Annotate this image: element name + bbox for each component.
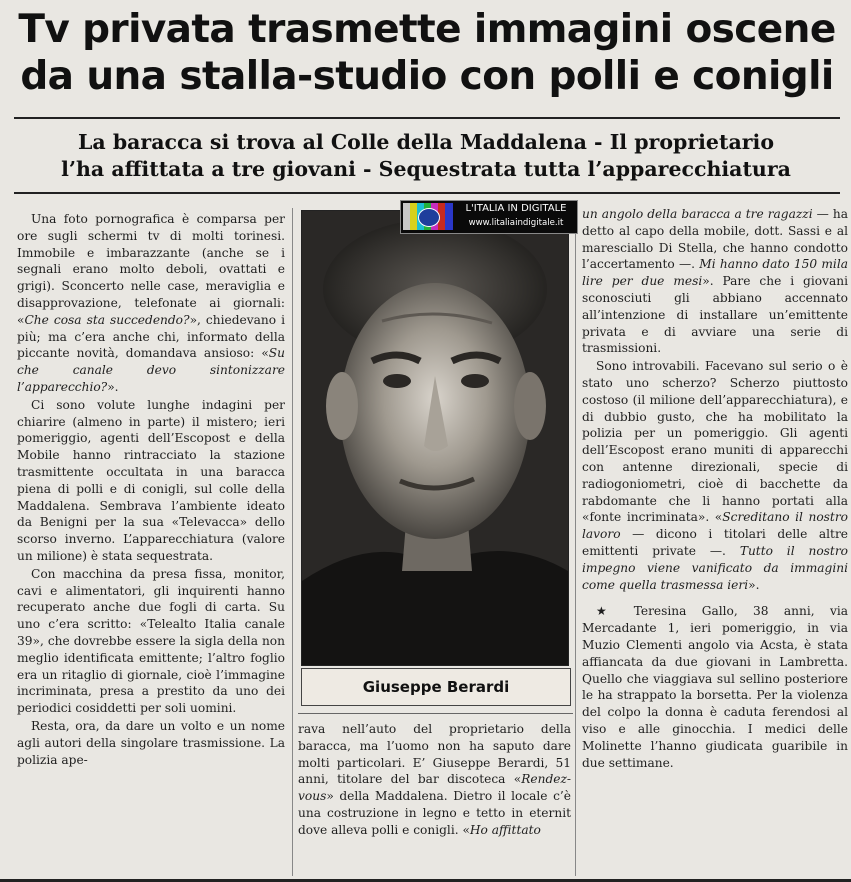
watermark-url: www.litaliaindigitale.it bbox=[468, 218, 564, 228]
col3-p2-text-a: Sono introvabili. Facevano sul serio o è stato uno scherzo? Scherzo piuttosto costoso (il milione dell’apparecchiatura), e di dubbio gusto, che ha mobilitato la polizia per un pomeriggio. Gli agenti dell’Escopost erano muniti di apparecchi con antenne direzionali, specie di radiogoniometri, cioè di bacchette da rabdomante che li hanno portati alla «fonte incriminata». « bbox=[582, 359, 848, 525]
col3-p1-text-a: — ha detto al capo della mobile, dott. Sassi e al maresciallo Di Stella, che hanno condotto l’accertamento —. bbox=[582, 207, 848, 272]
litalia-in-digitale-watermark bbox=[400, 200, 578, 234]
col1-paragraph-1 bbox=[17, 211, 285, 396]
subheadline bbox=[20, 129, 832, 183]
col2-paragraph bbox=[298, 721, 571, 839]
headline-line-2: da una stalla-studio con polli e conigli bbox=[20, 54, 834, 99]
col3-p2-quote-1: Screditano il nostro lavoro bbox=[582, 510, 848, 542]
col2-text-b: » della Maddalena. Dietro il locale c’è una costruzione in legno e tetto in eternit dove alleva polli e conigli. « bbox=[298, 789, 571, 837]
col2-quote-2: Ho affittato bbox=[469, 822, 541, 837]
col1-paragraph-4: Resta, ora, da dare un volto e un nome agli autori della singolare trasmissione. La polizia ape- bbox=[17, 718, 285, 767]
test-card-logo-icon bbox=[403, 203, 453, 230]
col1-p1-quote-1: Che cosa sta succedendo? bbox=[24, 312, 190, 327]
col3-paragraph-1 bbox=[582, 206, 848, 357]
photo-caption: Giuseppe Berardi bbox=[301, 668, 571, 706]
col1-paragraph-2: Ci sono volute lunghe indagini per chiarire (almeno in parte) il mistero; ieri pomeriggio, agenti dell’Escopost e della Mobile hanno rintracciato la stazione trasmittente occultata in una baracca piena di polli e di conigli, sul colle della Maddalena. Sembrava l’ambiente ideato da Benigni per la sua «Televacca» dello scorso inverno. L’apparecchiatura (valore un milione) è stata sequestrata. bbox=[17, 397, 285, 563]
headline bbox=[14, 6, 840, 100]
col3-paragraph-3: ★ Teresina Gallo, 38 anni, via Mercadante 1, ieri pomeriggio, in via Muzio Clementi angolo via Acsta, è stata affiancata da due giovani in Lambretta. Quello che viaggiava sul sellino posteriore le ha strappato la borsetta. Per la violenza del colpo la donna è caduta ferendosi al viso e alle ginocchia. I medici delle Molinette l’hanno giudicata guaribile in due settimane. bbox=[582, 604, 848, 770]
article-column-1 bbox=[17, 211, 285, 879]
col2-quote-1: Rendez-vous bbox=[298, 772, 571, 804]
col3-p1-quote-1: un angolo della baracca a tre ragazzi bbox=[582, 207, 813, 221]
col3-p1-quote-2: Mi hanno dato 150 mila lire per due mesi bbox=[582, 257, 848, 289]
article-column-3 bbox=[582, 206, 848, 876]
portrait-image bbox=[302, 211, 568, 665]
subhead-rule bbox=[14, 192, 840, 194]
col1-paragraph-3: Con macchina da presa fissa, monitor, cavi e alimentatori, gli inquirenti hanno recuperato anche due fogli di carta. Su uno c’era scritto: «Telealto Italia canale 39», che dovrebbe essere la sigla della non meglio identificata emittente; l’altro foglio era un ritaglio di giornale, cioè l’immagine incriminata, presa a prestito da uno dei periodici cosiddetti per soli uomini. bbox=[17, 566, 285, 716]
col1-p1-quote-2: Su che canale devo sintonizzare l’apparecchio? bbox=[17, 346, 285, 394]
headline-rule bbox=[14, 117, 840, 119]
col1-p1-text-b: », chiedevano i più; ma c’era anche chi, informato della piccante novità, domandava ansioso: « bbox=[17, 312, 285, 361]
col1-p1-text-c: ». bbox=[107, 379, 119, 394]
subheadline-line-2: l’ha affittata a tre giovani - Sequestrata tutta l’apparecchiatura bbox=[61, 157, 791, 181]
column-divider-right bbox=[575, 208, 576, 876]
col3-p1-text-b: ». Pare che i giovani sconosciuti gli abbiano accennato all’intenzione di installare un’emittente privata e di avviare una serie di trasmissioni. bbox=[582, 274, 848, 356]
subheadline-line-1: La baracca si trova al Colle della Maddalena - Il proprietario bbox=[77, 130, 774, 154]
watermark-title: L'ITALIA IN DIGITALE bbox=[465, 203, 567, 214]
col2-text-a: rava nell’auto del proprietario della baracca, ma l’uomo non ha saputo dare molti particolari. E’ Giuseppe Berardi, 51 anni, titolare del bar discoteca « bbox=[298, 722, 571, 787]
col1-p1-text-a: Una foto pornografica è comparsa per ore sugli schermi tv di molti torinesi. Immobile e imbarazzante (anche se i segnali erano molto deboli, ovattati e grigi). Sconcerto nelle case, meraviglia e disapprovazione, telefonate ai giornali: « bbox=[17, 212, 285, 327]
col3-p2-text-b: — dicono i titolari delle altre emittenti private —. bbox=[582, 527, 848, 558]
photo-bottom-rule bbox=[298, 713, 573, 714]
headline-line-1: Tv privata trasmette immagini oscene bbox=[18, 7, 836, 52]
portrait-photo bbox=[301, 210, 569, 666]
col3-p2-text-c: ». bbox=[748, 577, 760, 592]
col3-p2-quote-2: Tutto il nostro impegno viene vanificato da immagini come quella trasmessa ieri bbox=[582, 543, 848, 592]
column-divider-left bbox=[292, 208, 293, 876]
col3-paragraph-2 bbox=[582, 358, 848, 593]
article-column-2 bbox=[298, 721, 571, 871]
